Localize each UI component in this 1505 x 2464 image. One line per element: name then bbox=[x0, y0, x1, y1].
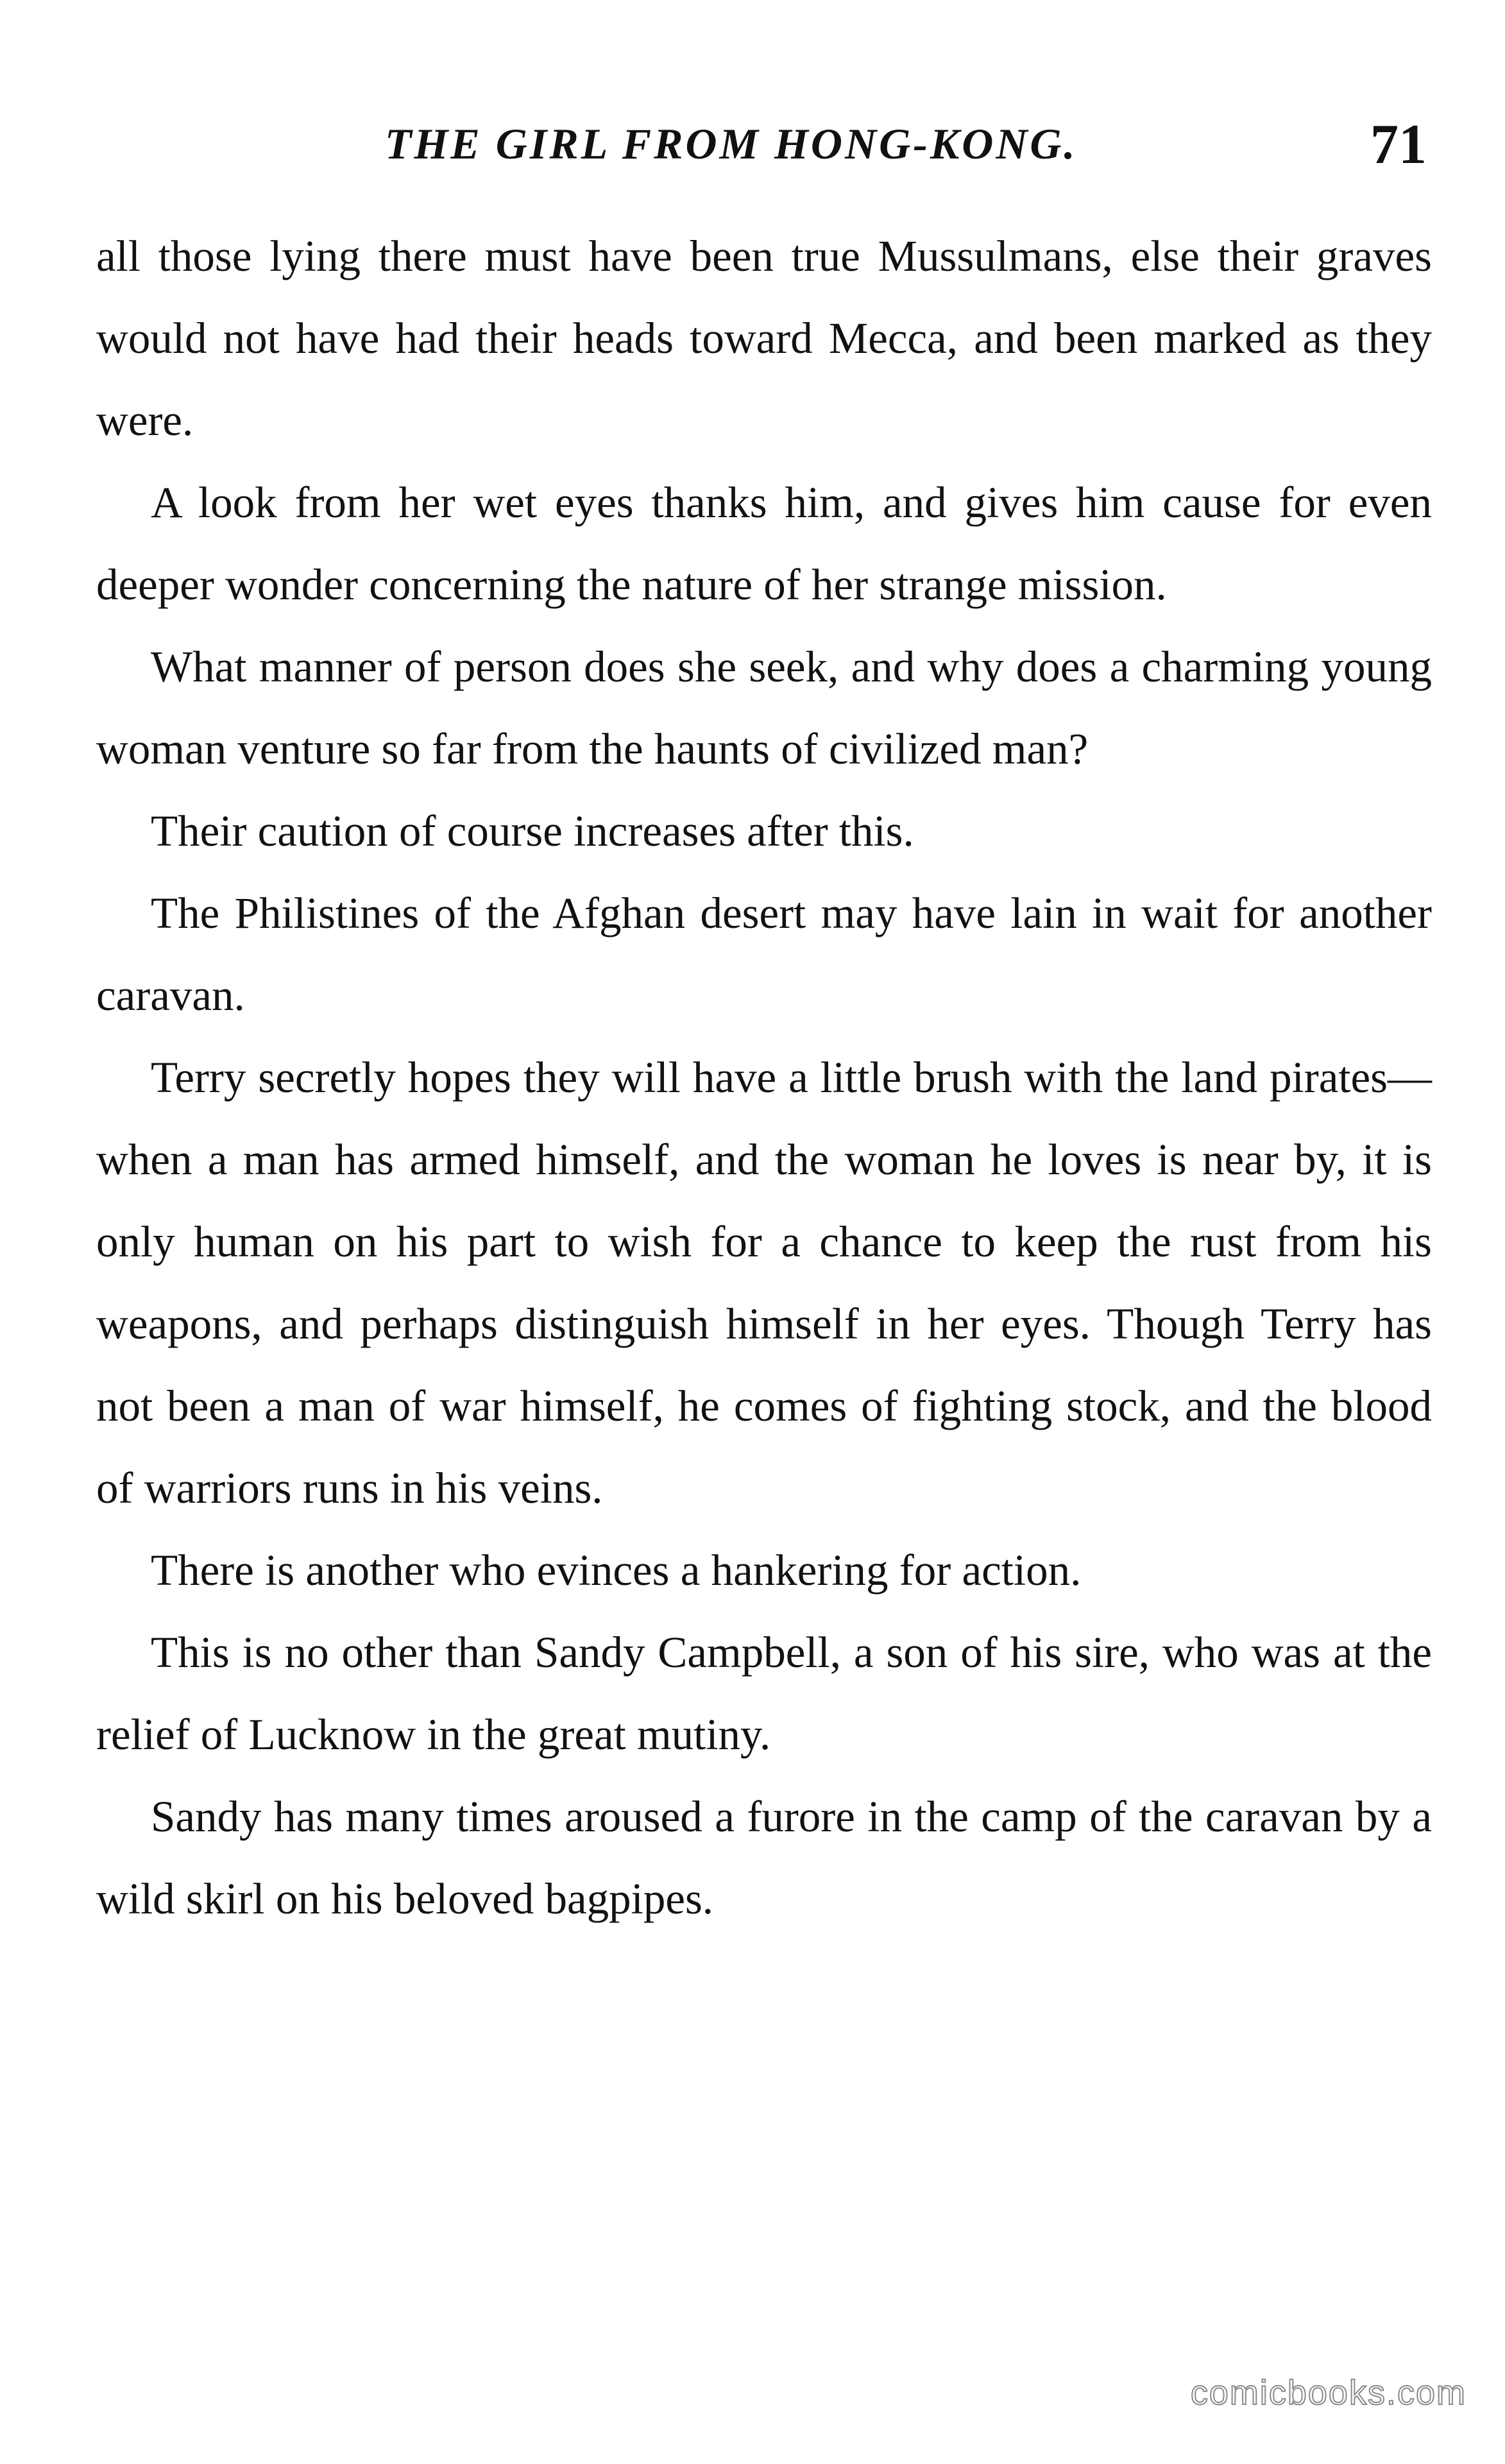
paragraph: There is another who evinces a hankering for action. bbox=[151, 1546, 1082, 1595]
running-head: THE GIRL FROM HONG-KONG. bbox=[385, 119, 1078, 168]
paragraph: What manner of person does she seek, and why does a charming young woman venture so far from the haunts of civilized man? bbox=[96, 642, 1432, 773]
watermark-logo: comicbooks.com bbox=[1190, 2374, 1467, 2412]
page-header bbox=[0, 112, 1505, 189]
paragraph: Terry secretly hopes they will have a little brush with the land pirates—when a man has armed himself, and the woman he loves is near by, it is only human on his part to wish for a chance to keep the rust from his weapons, and perhaps distinguish himself in her eyes. Though Terry has not been a man of war himself, he comes of fighting stock, and the blood of warriors runs in his veins. bbox=[96, 1053, 1432, 1512]
paragraph: Their caution of course increases after this. bbox=[151, 807, 914, 855]
paragraph: all those lying there must have been true Mussulmans, else their graves would not have had their heads toward Mecca, and been marked as they were. bbox=[96, 232, 1432, 445]
paragraph: A look from her wet eyes thanks him, and gives him cause for even deeper wonder concerning the nature of her strange mission. bbox=[96, 478, 1432, 609]
paragraph: This is no other than Sandy Campbell, a son of his sire, who was at the relief of Lucknow in the great mutiny. bbox=[96, 1628, 1432, 1759]
paragraph: Sandy has many times aroused a furore in the camp of the caravan by a wild skirl on his beloved bagpipes. bbox=[96, 1792, 1432, 1923]
paragraph: The Philistines of the Afghan desert may have lain in wait for another caravan. bbox=[96, 889, 1432, 1020]
page-number: 71 bbox=[1370, 114, 1427, 176]
body-text bbox=[96, 215, 1432, 1940]
